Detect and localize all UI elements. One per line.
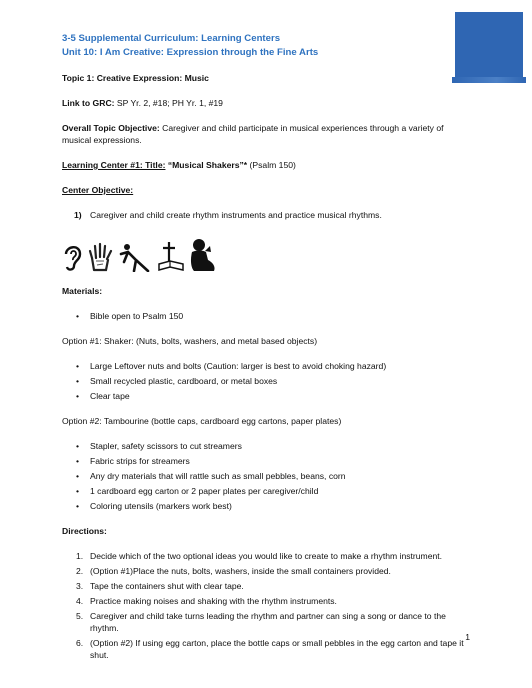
center-objective-label: Center Objective: xyxy=(62,185,134,195)
directions-list xyxy=(62,550,472,661)
praying-child-icon xyxy=(188,238,218,272)
list-item: • Clear tape xyxy=(62,390,472,402)
topic-objective xyxy=(62,122,472,146)
learning-center-title xyxy=(62,159,472,171)
objective-label: Overall Topic Objective: xyxy=(62,123,160,133)
learning-center-name: “Musical Shakers”* xyxy=(165,160,248,170)
hand-icon xyxy=(88,242,114,272)
directions-label: Directions: xyxy=(62,526,107,536)
list-item: • 1 cardboard egg carton or 2 paper plates per caregiver/child xyxy=(62,485,472,497)
topic-heading: Topic 1: Creative Expression: Music xyxy=(62,73,209,83)
grc-label: Link to GRC: xyxy=(62,98,115,108)
list-item xyxy=(62,550,472,562)
step-text: Tape the containers shut with clear tape. xyxy=(90,581,244,591)
objective-text: Caregiver and child participate in musical experiences through a variety of musical expressions. xyxy=(62,123,444,145)
step-text: Decide which of the two optional ideas you would like to create to make a rhythm instrument. xyxy=(90,551,443,561)
list-item: • Bible open to Psalm 150 xyxy=(62,310,472,322)
document-header xyxy=(62,32,318,60)
learning-center-label: Learning Center #1: Title: xyxy=(62,160,166,170)
step-text: Caregiver and child take turns leading the rhythm and partner can sing a song or dance to the rhythm. xyxy=(90,611,446,633)
list-item xyxy=(62,595,472,607)
step-number: 5. xyxy=(76,611,84,621)
center-objective-item xyxy=(62,209,472,221)
option1-label: Option #1: Shaker: (Nuts, bolts, washers, and metal based objects) xyxy=(62,336,318,346)
list-item: • Any dry materials that will rattle such as small pebbles, beans, corn xyxy=(62,470,472,482)
header-line-2: Unit 10: I Am Creative: Expression through the Fine Arts xyxy=(62,47,319,58)
list-item xyxy=(62,565,472,577)
step-number: 2. xyxy=(76,566,84,576)
ear-icon xyxy=(62,242,84,272)
option1-list xyxy=(62,360,472,402)
document-body xyxy=(62,72,472,664)
stretching-figure-icon xyxy=(118,242,154,272)
blue-corner-block xyxy=(455,12,523,80)
materials-label: Materials: xyxy=(62,286,103,296)
learning-center-ref: (Psalm 150) xyxy=(247,160,296,170)
grc-link xyxy=(62,97,472,109)
step-number: 4. xyxy=(76,596,84,606)
page-number: 1 xyxy=(465,632,470,642)
step-number: 6. xyxy=(76,638,84,648)
center-objective-number: 1) xyxy=(74,210,82,220)
list-item: • Coloring utensils (markers work best) xyxy=(62,500,472,512)
option2-list xyxy=(62,440,472,512)
list-item: • Fabric strips for streamers xyxy=(62,455,472,467)
step-number: 3. xyxy=(76,581,84,591)
list-item xyxy=(62,580,472,592)
step-text: (Option #1)Place the nuts, bolts, washers, inside the small containers provided. xyxy=(90,566,391,576)
materials-list xyxy=(62,310,472,322)
list-item: • Large Leftover nuts and bolts (Caution: larger is best to avoid choking hazard) xyxy=(62,360,472,372)
grc-value: SP Yr. 2, #18; PH Yr. 1, #19 xyxy=(114,98,223,108)
list-item: • Small recycled plastic, cardboard, or metal boxes xyxy=(62,375,472,387)
header-line-1: 3-5 Supplemental Curriculum: Learning Centers xyxy=(62,33,281,44)
activity-icons xyxy=(62,234,472,272)
list-item xyxy=(62,610,472,634)
list-item xyxy=(62,637,472,661)
option2-label: Option #2: Tambourine (bottle caps, cardboard egg cartons, paper plates) xyxy=(62,416,342,426)
step-text: (Option #2) If using egg carton, place the bottle caps or small pebbles in the egg carton and tape it shut. xyxy=(90,638,464,660)
center-objective-text: Caregiver and child create rhythm instruments and practice musical rhythms. xyxy=(90,210,382,220)
step-number: 1. xyxy=(76,551,84,561)
list-item: • Stapler, safety scissors to cut streamers xyxy=(62,440,472,452)
step-text: Practice making noises and shaking with the rhythm instruments. xyxy=(90,596,337,606)
cross-bible-icon xyxy=(158,240,184,272)
